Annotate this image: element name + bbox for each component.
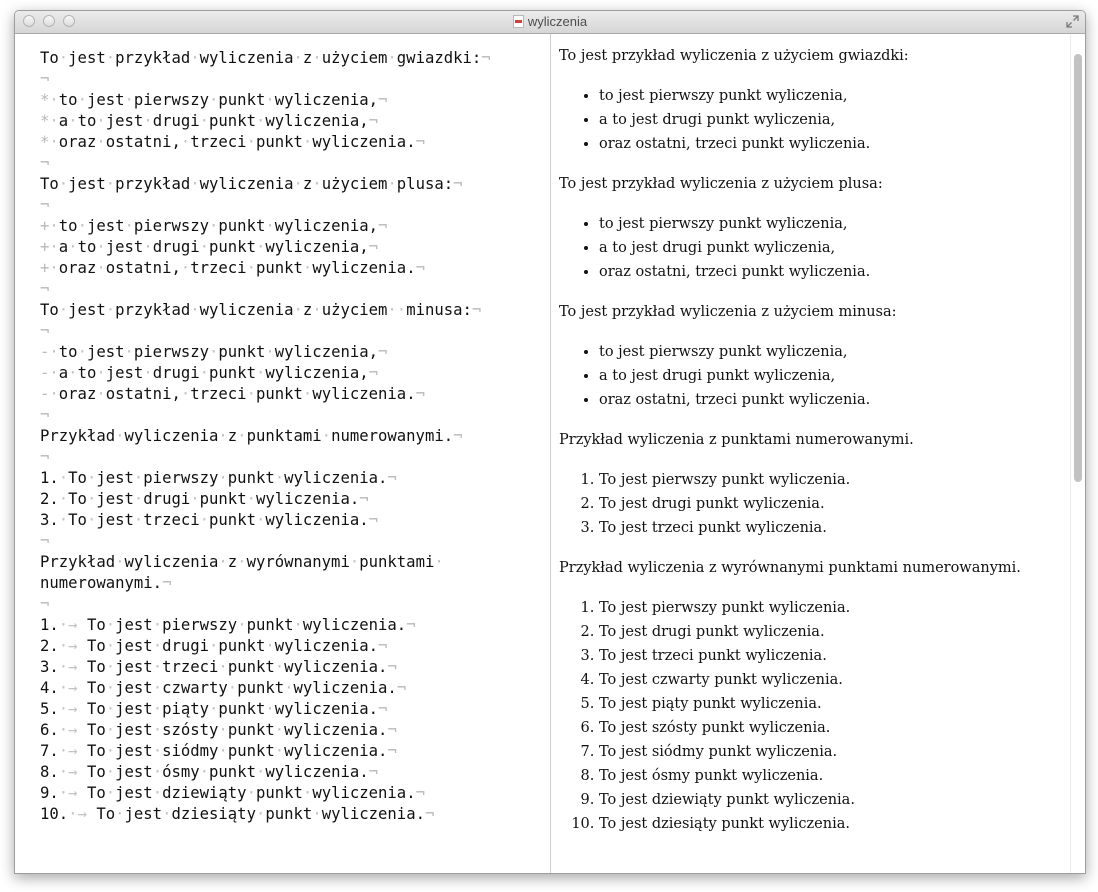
blank-line-marker: ¬ xyxy=(40,448,50,466)
list-item: 1. To jest pierwszy punkt wyliczenia. xyxy=(599,596,1069,620)
list-item: • a to jest drugi punkt wyliczenia, xyxy=(599,236,1069,260)
source-line-text: 1.·To·jest·pierwszy·punkt·wyliczenia. xyxy=(40,469,388,487)
window-title-area xyxy=(15,14,1085,29)
minus-intro: To jest przykład wyliczenia z użyciem minusa: xyxy=(559,304,897,320)
source-line[interactable] xyxy=(40,573,540,594)
numbered-list xyxy=(559,468,1069,540)
blank-line-marker: ¬ xyxy=(40,280,50,298)
list-item: 2. To jest drugi punkt wyliczenia. xyxy=(599,620,1069,644)
source-line-text: 3.·→ To·jest·trzeci·punkt·wyliczenia. xyxy=(40,658,388,676)
list-item: 9. To jest dziewiąty punkt wyliczenia. xyxy=(599,788,1069,812)
line-end-marker: ¬ xyxy=(387,742,397,760)
source-line[interactable] xyxy=(40,132,540,153)
blank-line-marker: ¬ xyxy=(40,196,50,214)
source-line[interactable] xyxy=(40,552,540,573)
source-line[interactable] xyxy=(40,741,540,762)
list-item: • to jest pierwszy punkt wyliczenia, xyxy=(599,84,1069,108)
line-end-marker: ¬ xyxy=(453,427,463,445)
line-end-marker: ¬ xyxy=(378,700,388,718)
markdown-source-pane[interactable] xyxy=(15,34,551,873)
source-line-text: *·oraz·ostatni,·trzeci·punkt·wyliczenia. xyxy=(40,133,416,151)
list-item: • to jest pierwszy punkt wyliczenia, xyxy=(599,340,1069,364)
title-bar[interactable] xyxy=(15,11,1085,34)
source-line[interactable] xyxy=(40,384,540,405)
line-end-marker: ¬ xyxy=(406,616,416,634)
list-item: • oraz ostatni, trzeci punkt wyliczenia. xyxy=(599,260,1069,284)
line-end-marker: ¬ xyxy=(378,343,388,361)
source-line[interactable] xyxy=(40,300,540,321)
line-end-marker: ¬ xyxy=(387,658,397,676)
source-line-text: -·a·to·jest·drugi·punkt·wyliczenia, xyxy=(40,364,369,382)
line-end-marker: ¬ xyxy=(368,112,379,130)
source-line-text: To·jest·przykład·wyliczenia·z·użyciem·gwiazdki: xyxy=(40,49,482,67)
line-end-marker: ¬ xyxy=(368,238,379,256)
source-line-text: To·jest·przykład·wyliczenia·z·użyciem··minusa: xyxy=(40,301,472,319)
list-item: 3. To jest trzeci punkt wyliczenia. xyxy=(599,516,1069,540)
list-item: • oraz ostatni, trzeci punkt wyliczenia. xyxy=(599,132,1069,156)
source-line[interactable] xyxy=(40,321,540,342)
source-line[interactable] xyxy=(40,237,540,258)
source-line[interactable] xyxy=(40,720,540,741)
line-end-marker: ¬ xyxy=(378,637,388,655)
list-item: 5. To jest piąty punkt wyliczenia. xyxy=(599,692,1069,716)
source-line-text: 1.·→ To·jest·pierwszy·punkt·wyliczenia. xyxy=(40,616,407,634)
line-end-marker: ¬ xyxy=(368,364,379,382)
list-item: 2. To jest drugi punkt wyliczenia. xyxy=(599,492,1069,516)
line-end-marker: ¬ xyxy=(387,469,397,487)
list-item: 4. To jest czwarty punkt wyliczenia. xyxy=(599,668,1069,692)
source-line-text: 4.·→ To·jest·czwarty·punkt·wyliczenia. xyxy=(40,679,397,697)
source-line-text: 8.·→ To·jest·ósmy·punkt·wyliczenia. xyxy=(40,763,369,781)
line-end-marker: ¬ xyxy=(387,721,397,739)
fullscreen-icon[interactable] xyxy=(1066,15,1079,28)
source-line[interactable] xyxy=(40,69,540,90)
source-line-text: -·to·jest·pierwszy·punkt·wyliczenia, xyxy=(40,343,379,361)
line-end-marker: ¬ xyxy=(424,805,435,823)
source-line[interactable] xyxy=(40,111,540,132)
source-line-text: 3.·To·jest·trzeci·punkt·wyliczenia. xyxy=(40,511,369,529)
line-end-marker: ¬ xyxy=(415,784,425,802)
source-line-text: Przykład·wyliczenia·z·punktami·numerowanymi. xyxy=(40,427,454,445)
source-line-text: -·oraz·ostatni,·trzeci·punkt·wyliczenia. xyxy=(40,385,416,403)
source-line[interactable] xyxy=(40,426,540,447)
source-line[interactable] xyxy=(40,804,540,825)
line-end-marker: ¬ xyxy=(378,217,388,235)
aligned-numbered-list xyxy=(559,596,1069,836)
source-line[interactable] xyxy=(40,363,540,384)
line-end-marker: ¬ xyxy=(368,511,379,529)
line-end-marker: ¬ xyxy=(162,574,172,592)
blank-line-marker: ¬ xyxy=(40,70,50,88)
source-line[interactable] xyxy=(40,48,540,69)
source-line[interactable] xyxy=(40,489,540,510)
line-end-marker: ¬ xyxy=(359,490,369,508)
source-line[interactable] xyxy=(40,279,540,300)
source-line-text: 2.·→ To·jest·drugi·punkt·wyliczenia. xyxy=(40,637,379,655)
source-line-text: 5.·→ To·jest·piąty·punkt·wyliczenia. xyxy=(40,700,379,718)
blank-line-marker: ¬ xyxy=(40,406,50,424)
source-line[interactable] xyxy=(40,783,540,804)
blank-line-marker: ¬ xyxy=(40,154,50,172)
source-line-text: +·to·jest·pierwszy·punkt·wyliczenia, xyxy=(40,217,379,235)
source-line[interactable] xyxy=(40,615,540,636)
source-line[interactable] xyxy=(40,531,540,552)
star-list xyxy=(559,84,1069,156)
list-item: 6. To jest szósty punkt wyliczenia. xyxy=(599,716,1069,740)
html-preview-pane xyxy=(551,34,1071,873)
list-item: • a to jest drugi punkt wyliczenia, xyxy=(599,364,1069,388)
source-line[interactable] xyxy=(40,468,540,489)
line-end-marker: ¬ xyxy=(415,385,425,403)
source-line[interactable] xyxy=(40,195,540,216)
line-end-marker: ¬ xyxy=(415,133,425,151)
source-line-text: +·oraz·ostatni,·trzeci·punkt·wyliczenia. xyxy=(40,259,416,277)
source-line-text: Przykład·wyliczenia·z·wyrównanymi·punktami· xyxy=(40,553,444,571)
list-item: 10. To jest dziesiąty punkt wyliczenia. xyxy=(599,812,1069,836)
list-item: • to jest pierwszy punkt wyliczenia, xyxy=(599,212,1069,236)
source-line[interactable] xyxy=(40,153,540,174)
document-icon xyxy=(513,15,524,28)
scrollbar-thumb[interactable] xyxy=(1074,54,1082,482)
line-end-marker: ¬ xyxy=(453,175,463,193)
source-line-text: +·a·to·jest·drugi·punkt·wyliczenia, xyxy=(40,238,369,256)
preview-scrollbar[interactable] xyxy=(1070,34,1085,873)
source-line[interactable] xyxy=(40,258,540,279)
source-line[interactable] xyxy=(40,405,540,426)
app-window xyxy=(14,10,1086,874)
line-end-marker: ¬ xyxy=(471,301,482,319)
numbered-intro: Przykład wyliczenia z punktami numerowanymi. xyxy=(559,432,914,448)
source-line[interactable] xyxy=(40,636,540,657)
source-line[interactable] xyxy=(40,699,540,720)
line-end-marker: ¬ xyxy=(368,763,379,781)
star-intro: To jest przykład wyliczenia z użyciem gwiazdki: xyxy=(559,48,909,64)
markdown-source-text[interactable] xyxy=(40,48,540,825)
source-line-text: 6.·→ To·jest·szósty·punkt·wyliczenia. xyxy=(40,721,388,739)
list-item: 7. To jest siódmy punkt wyliczenia. xyxy=(599,740,1069,764)
minus-list xyxy=(559,340,1069,412)
line-end-marker: ¬ xyxy=(481,49,491,67)
blank-line-marker: ¬ xyxy=(40,532,50,550)
plus-intro: To jest przykład wyliczenia z użyciem plusa: xyxy=(559,176,883,192)
source-line-text: 7.·→ To·jest·siódmy·punkt·wyliczenia. xyxy=(40,742,388,760)
blank-line-marker: ¬ xyxy=(40,322,50,340)
source-line-text: To·jest·przykład·wyliczenia·z·użyciem·plusa: xyxy=(40,175,454,193)
list-item: • a to jest drugi punkt wyliczenia, xyxy=(599,108,1069,132)
source-line-text: 2.·To·jest·drugi·punkt·wyliczenia. xyxy=(40,490,360,508)
source-line[interactable] xyxy=(40,678,540,699)
source-line[interactable] xyxy=(40,216,540,237)
line-end-marker: ¬ xyxy=(378,91,388,109)
source-line[interactable] xyxy=(40,447,540,468)
blank-line-marker: ¬ xyxy=(40,595,50,613)
source-line[interactable] xyxy=(40,594,540,615)
source-line-text: 9.·→ To·jest·dziewiąty·punkt·wyliczenia. xyxy=(40,784,416,802)
source-line[interactable] xyxy=(40,762,540,783)
list-item: • oraz ostatni, trzeci punkt wyliczenia. xyxy=(599,388,1069,412)
source-line-text: numerowanymi. xyxy=(40,574,163,592)
list-item: 8. To jest ósmy punkt wyliczenia. xyxy=(599,764,1069,788)
source-line[interactable] xyxy=(40,510,540,531)
source-line-text: 10.·→ To·jest·dziesiąty·punkt·wyliczenia. xyxy=(40,805,425,823)
window-title: wyliczenia xyxy=(527,14,588,29)
source-line-text: *·to·jest·pierwszy·punkt·wyliczenia, xyxy=(40,91,379,109)
preview-content xyxy=(559,44,1069,852)
source-line[interactable] xyxy=(40,657,540,678)
plus-list xyxy=(559,212,1069,284)
list-item: 1. To jest pierwszy punkt wyliczenia. xyxy=(599,468,1069,492)
source-line[interactable] xyxy=(40,342,540,363)
aligned-intro: Przykład wyliczenia z wyrównanymi punktami numerowanymi. xyxy=(559,560,1021,576)
source-line[interactable] xyxy=(40,90,540,111)
list-item: 3. To jest trzeci punkt wyliczenia. xyxy=(599,644,1069,668)
line-end-marker: ¬ xyxy=(415,259,425,277)
line-end-marker: ¬ xyxy=(396,679,407,697)
source-line-text: *·a·to·jest·drugi·punkt·wyliczenia, xyxy=(40,112,369,130)
source-line[interactable] xyxy=(40,174,540,195)
